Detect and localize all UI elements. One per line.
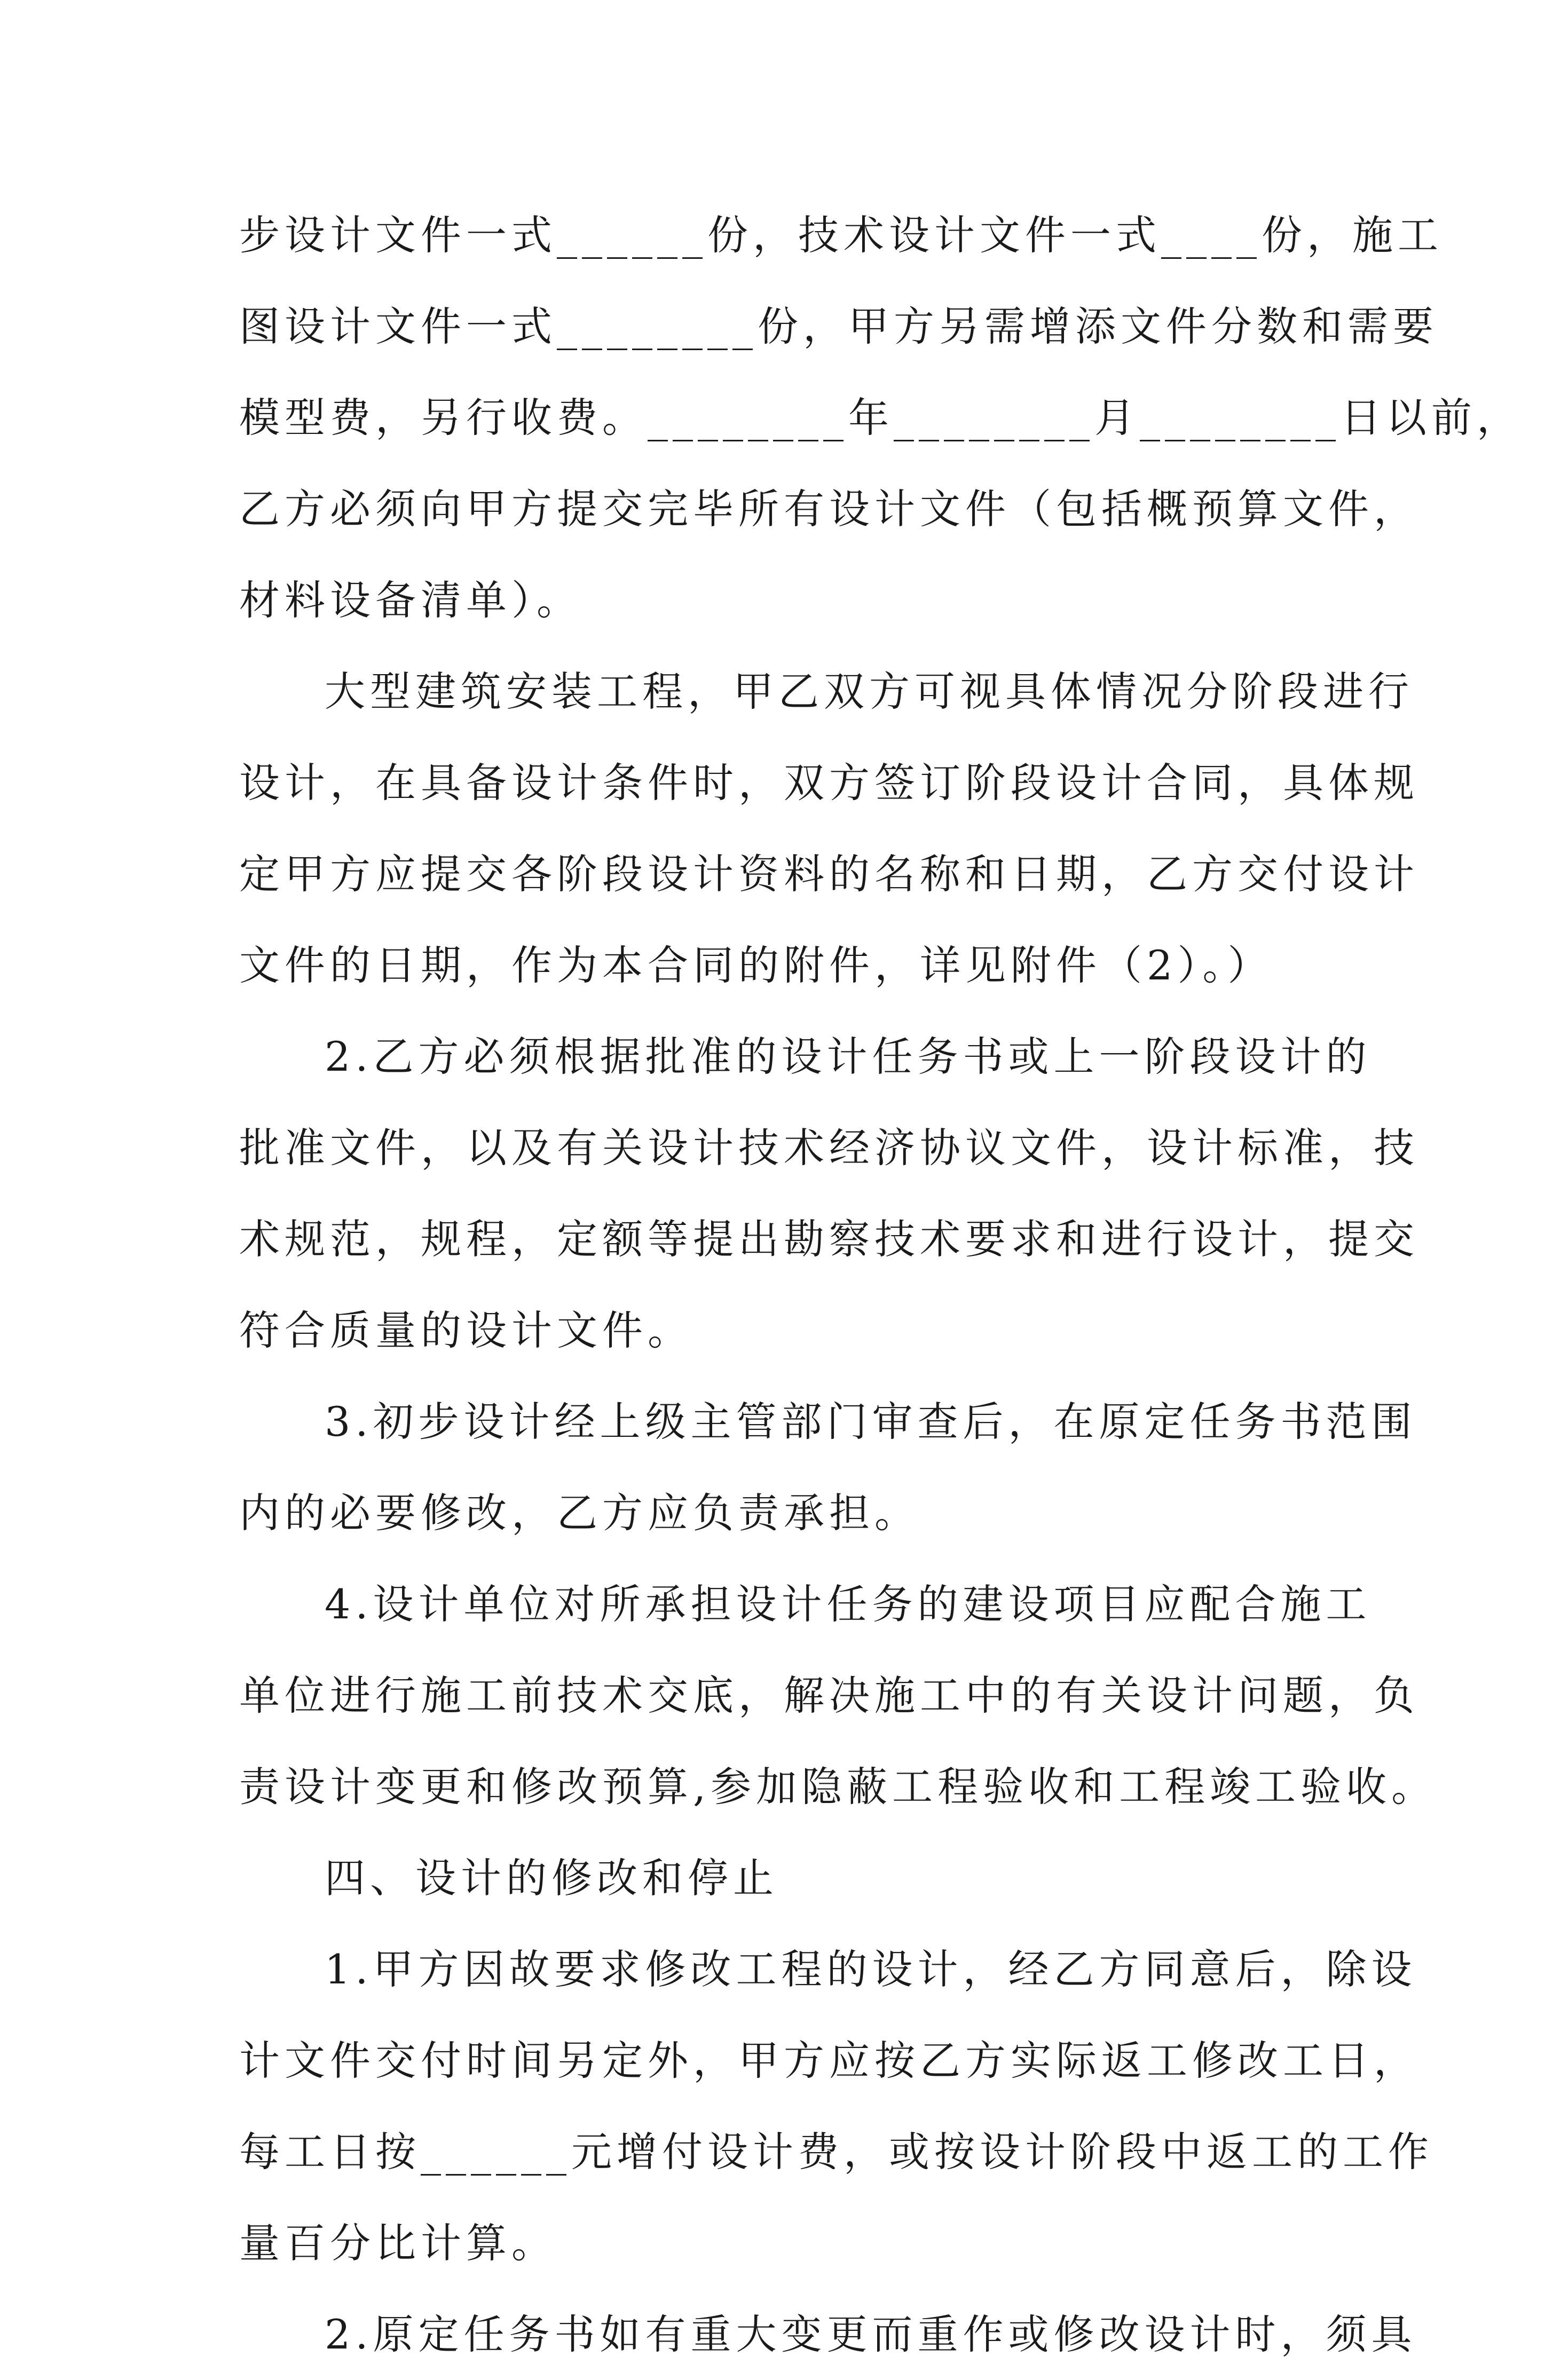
text-line: 乙方必须向甲方提交完毕所有设计文件（包括概预算文件， [239, 485, 1419, 533]
text-line: 3.初步设计经上级主管部门审查后，在原定任务书范围 [325, 1398, 1417, 1445]
text-line: 2.原定任务书如有重大变更而重作或修改设计时，须具 [325, 2311, 1417, 2358]
text-line: 四、设计的修改和停止 [325, 1854, 778, 1902]
text-line: 量百分比计算。 [239, 2219, 557, 2267]
text-line: 每工日按______元增付设计费，或按设计阶段中返工的工作 [239, 2128, 1433, 2176]
text-line: 步设计文件一式______份，技术设计文件一式____份，施工 [239, 211, 1443, 259]
text-line: 设计，在具备设计条件时，双方签订阶段设计合同，具体规 [239, 759, 1419, 806]
text-line: 单位进行施工前技术交底，解决施工中的有关设计问题，负 [239, 1672, 1419, 1719]
text-line: 材料设备清单）。 [239, 576, 582, 624]
text-line: 定甲方应提交各阶段设计资料的名称和日期，乙方交付设计 [239, 850, 1419, 898]
text-line: 4.设计单位对所承担设计任务的建设项目应配合施工 [325, 1580, 1371, 1628]
text-line: 2.乙方必须根据批准的设计任务书或上一阶段设计的 [325, 1033, 1371, 1080]
text-line: 责设计变更和修改预算,参加隐蔽工程验收和工程竣工验收。 [239, 1763, 1437, 1810]
document-body [239, 189, 1522, 2380]
text-line: 内的必要修改，乙方应负责承担。 [239, 1489, 920, 1537]
text-line: 批准文件，以及有关设计技术经济协议文件，设计标准，技 [239, 1124, 1419, 1172]
text-line: 术规范，规程，定额等提出勘察技术要求和进行设计，提交 [239, 1215, 1419, 1263]
text-line: 大型建筑安装工程，甲乙双方可视具体情况分阶段进行 [325, 668, 1414, 715]
text-line: 1.甲方因故要求修改工程的设计，经乙方同意后，除设 [325, 1946, 1417, 1993]
text-line: 文件的日期，作为本合同的附件，详见附件（2）。） [239, 942, 1273, 989]
text-line: 符合质量的设计文件。 [239, 1307, 693, 1354]
text-line: 计文件交付时间另定外，甲方应按乙方实际返工修改工日， [239, 2037, 1419, 2084]
text-line: 图设计文件一式________份，甲方另需增添文件分数和需要 [239, 303, 1438, 350]
text-line: 模型费，另行收费。________年________月________日以前， [239, 394, 1522, 441]
